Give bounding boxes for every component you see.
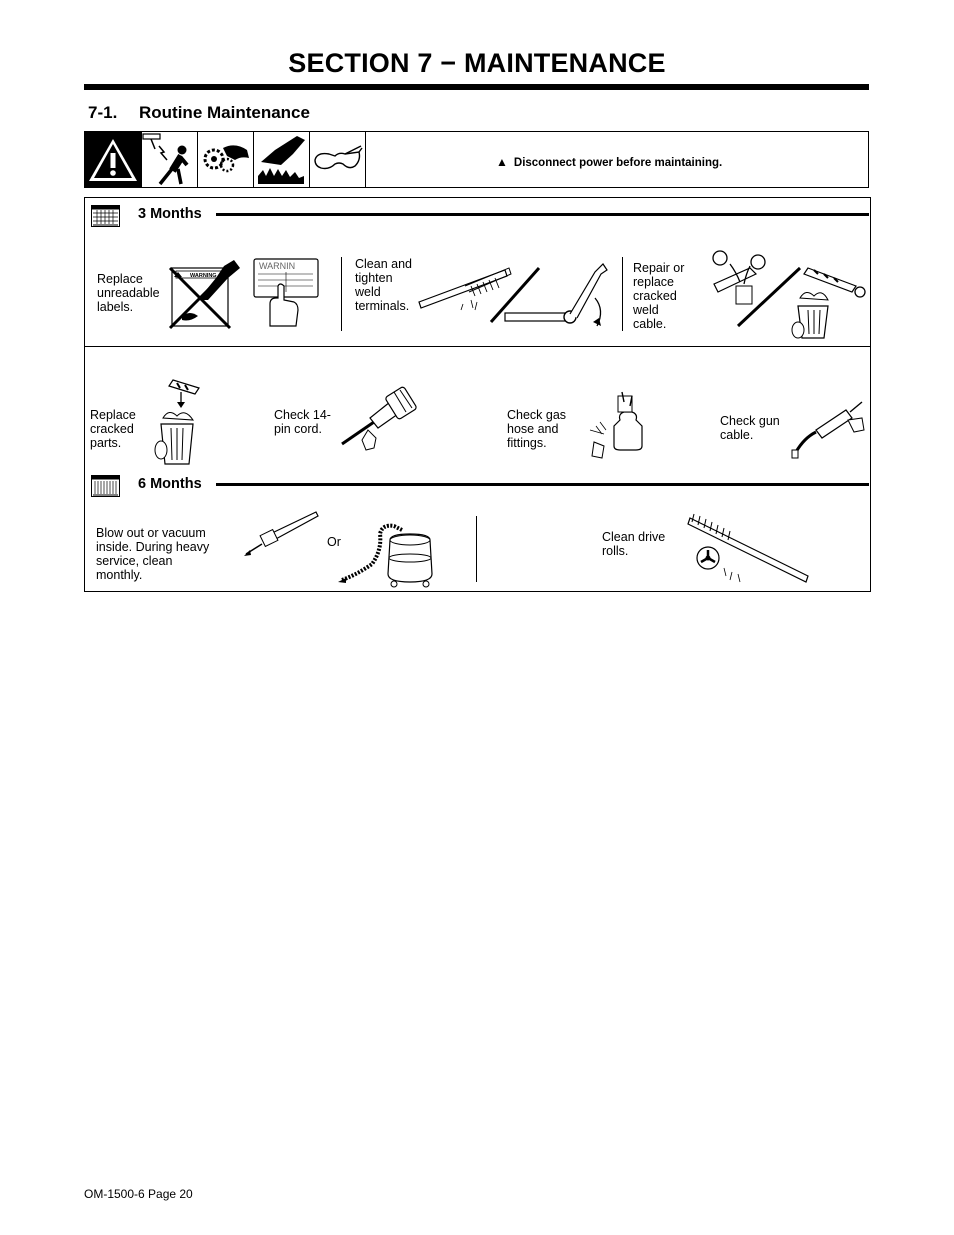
safety-glasses-icon: [309, 132, 366, 187]
warning-triangle-icon: [85, 132, 142, 187]
column-divider: [622, 257, 623, 331]
drive-roll-cleaning-illustration: [686, 510, 811, 595]
safety-warning-bar: [84, 131, 869, 188]
vacuum-illustration: [338, 520, 438, 593]
gas-hose-check-illustration: [582, 390, 652, 470]
or-connector: Or: [327, 535, 341, 549]
subsection-heading: [88, 103, 310, 123]
item-check-gas-hose: Check gas hose and fittings.: [507, 408, 567, 450]
cable-repair-illustration: [706, 246, 871, 346]
item-clean-drive-rolls: Clean drive rolls.: [602, 530, 666, 558]
section-title: SECTION 7 − MAINTENANCE: [288, 48, 666, 78]
subsection-number: 7-1.: [88, 103, 118, 122]
warning-message: [496, 155, 722, 169]
three-months-header: 3 Months: [138, 206, 202, 222]
terminal-cleaning-illustration: [415, 256, 615, 336]
warning-bullet-icon: ▲: [496, 155, 508, 169]
row-divider: [84, 346, 870, 347]
warning-text: Disconnect power before maintaining.: [513, 157, 723, 169]
three-months-rule: [216, 213, 869, 216]
six-months-header: 6 Months: [138, 476, 202, 492]
item-check-gun-cable: Check gun cable.: [720, 414, 780, 442]
item-repair-cable: Repair or replace cracked weld cable.: [633, 261, 685, 331]
column-divider: [341, 257, 342, 331]
gun-cable-check-illustration: [786, 398, 871, 468]
air-nozzle-illustration: [242, 506, 322, 566]
cord-check-illustration: [340, 378, 425, 463]
item-replace-labels: Replace unreadable labels.: [97, 272, 160, 314]
calendar-6-months-icon: [91, 475, 120, 497]
subsection-title: Routine Maintenance: [139, 103, 310, 122]
title-rule: [84, 84, 869, 90]
electric-shock-icon: [141, 132, 198, 187]
item-check-cord: Check 14-pin cord.: [274, 408, 331, 436]
column-divider: [476, 516, 477, 582]
sticker-warning-text: WARNING: [190, 273, 217, 279]
item-replace-parts: Replace cracked parts.: [90, 408, 136, 450]
six-months-rule: [216, 483, 869, 486]
hot-parts-icon: [253, 132, 310, 187]
moving-parts-icon: [197, 132, 254, 187]
parts-trash-illustration: [147, 378, 202, 473]
page-footer: OM-1500-6 Page 20: [84, 1187, 193, 1201]
item-blow-out: Blow out or vacuum inside. During heavy service, clean monthly.: [96, 526, 210, 582]
item-clean-terminals: Clean and tighten weld terminals.: [355, 257, 412, 313]
label-replace-illustration: [168, 256, 323, 336]
card-warning-text: WARNIN: [259, 261, 296, 271]
calendar-3-months-icon: [91, 205, 120, 227]
